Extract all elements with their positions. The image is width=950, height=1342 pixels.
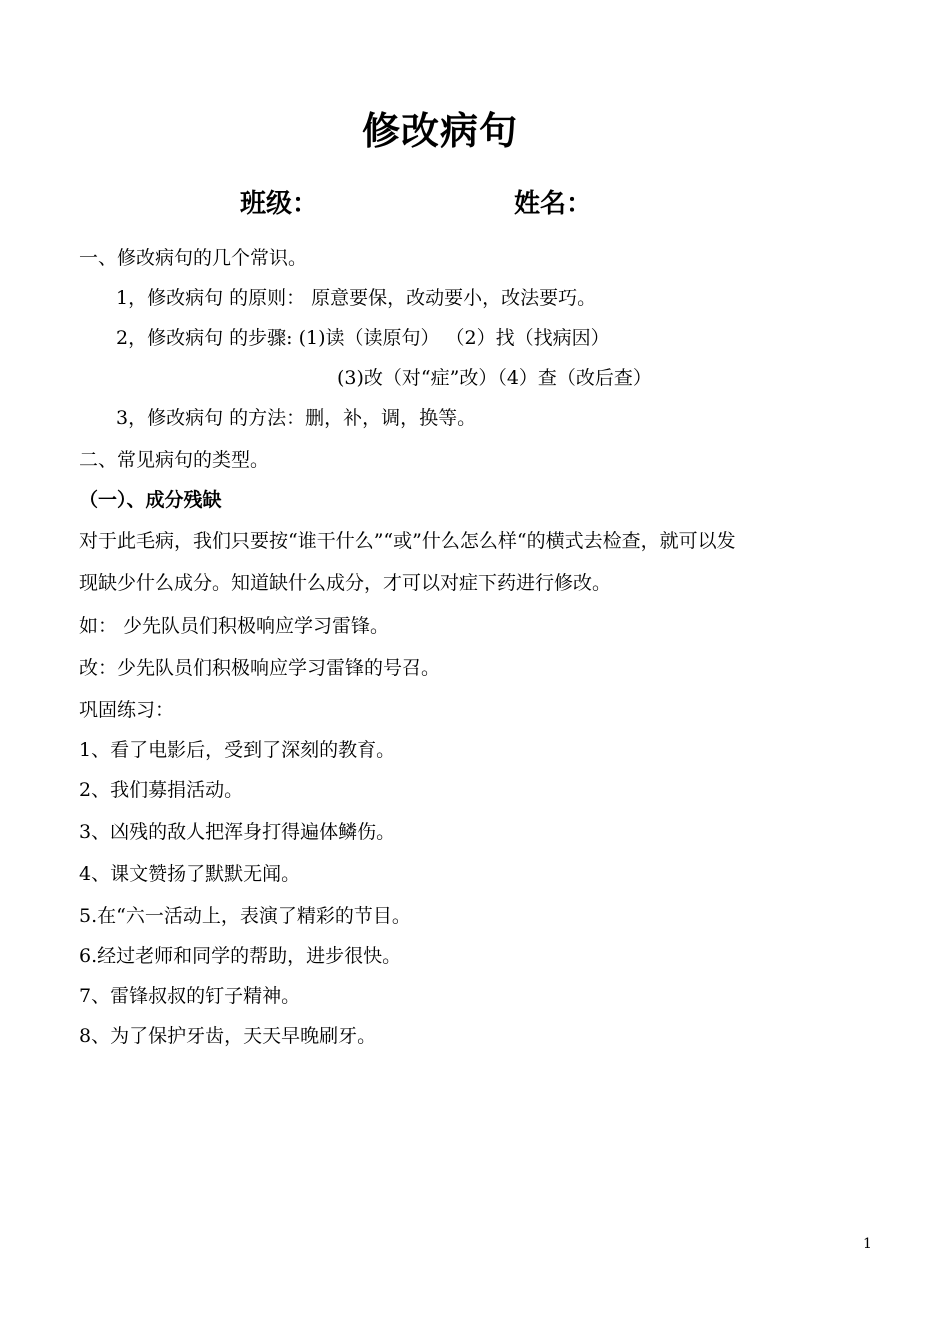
steps-continued-line: (3)改（对“症”改）（4）查（改后查） (337, 367, 652, 389)
principle-line: 1，修改病句 的原则： 原意要保，改动要小，改法要巧。 (116, 287, 597, 309)
exercise-item: 2、我们募捐活动。 (79, 779, 244, 801)
correction-line: 改：少先队员们积极响应学习雷锋的号召。 (79, 657, 441, 679)
exercise-item: 6.经过老师和同学的帮助，进步很快。 (79, 945, 402, 967)
name-label: 姓名： (514, 189, 593, 219)
explanation-line-1: 对于此毛病，我们只要按“谁干什么”“或”什么怎么样“的横式去检查，就可以发 (79, 530, 736, 552)
exercise-item: 8、为了保护牙齿，天天早晚刷牙。 (79, 1025, 377, 1047)
page-number: 1 (863, 1236, 872, 1252)
exercise-item: 1、看了电影后，受到了深刻的教育。 (79, 739, 396, 761)
methods-line: 3，修改病句 的方法：删，补，调，换等。 (116, 407, 477, 429)
example-line: 如： 少先队员们积极响应学习雷锋。 (79, 615, 390, 637)
exercise-item: 4、课文赞扬了默默无闻。 (79, 863, 301, 885)
exercise-item: 7、雷锋叔叔的钉子精神。 (79, 985, 301, 1007)
page-title: 修改病句 (361, 109, 518, 153)
exercise-item: 5.在“六一活动上，表演了精彩的节目。 (79, 905, 411, 927)
explanation-line-2: 现缺少什么成分。知道缺什么成分，才可以对症下药进行修改。 (79, 572, 612, 594)
steps-line: 2，修改病句 的步骤: (1)读（读原句） （2）找（找病因） (116, 327, 610, 349)
subsection-heading: （一）、成分残缺 (79, 489, 222, 511)
practice-label: 巩固练习： (79, 699, 175, 721)
exercise-item: 3、凶残的敌人把浑身打得遍体鳞伤。 (79, 821, 396, 843)
section1-heading: 一、修改病句的几个常识。 (79, 247, 308, 269)
section2-heading: 二、常见病句的类型。 (79, 449, 270, 471)
class-label: 班级： (240, 189, 319, 219)
